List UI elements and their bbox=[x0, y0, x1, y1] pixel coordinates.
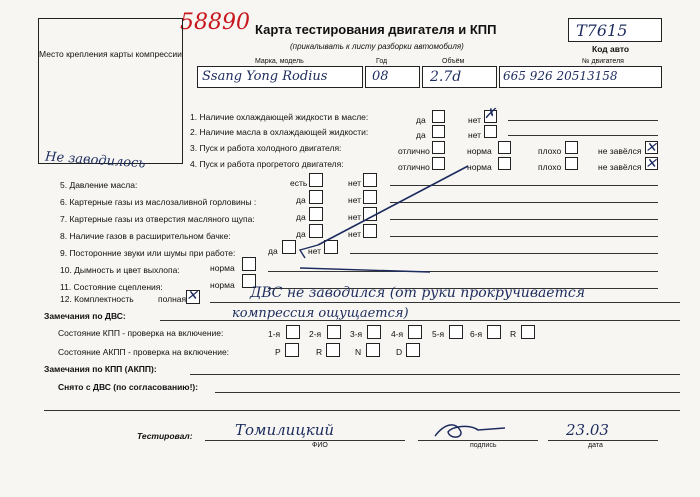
akpp-gear-p-label: P bbox=[275, 347, 281, 357]
akpp-label: Состояние АКПП - проверка на включение: bbox=[58, 347, 230, 357]
kpp-gear-3-box[interactable] bbox=[367, 325, 381, 339]
kpp-gear-6-box[interactable] bbox=[487, 325, 501, 339]
kpp-gear-r-label: R bbox=[510, 329, 517, 339]
item-7-yes-label: да bbox=[296, 212, 306, 222]
akpp-gear-r-label: R bbox=[316, 347, 323, 357]
akpp-gear-n-box[interactable] bbox=[366, 343, 380, 357]
date-line bbox=[548, 440, 658, 441]
code-value: T7615 bbox=[576, 21, 628, 40]
col-engine: № двигателя bbox=[582, 58, 624, 65]
item-1-checkmark-icon: ✗ bbox=[484, 105, 496, 121]
item-7-no-label: нет bbox=[348, 212, 362, 222]
model-value: Ssang Yong Rodius bbox=[202, 69, 328, 84]
kpp-remarks-label: Замечания по КПП (АКПП): bbox=[44, 364, 157, 374]
akpp-gear-d-label: D bbox=[396, 347, 403, 357]
tested-label: Тестировал: bbox=[137, 431, 193, 441]
kpp-gear-6-label: 6-я bbox=[470, 329, 483, 339]
fio-label: ФИО bbox=[312, 442, 328, 449]
fio-line bbox=[205, 440, 405, 441]
item-6-label: 6. Картерные газы из маслозаливной горловины : bbox=[60, 197, 257, 207]
item-3-notstarted-label: не завёлся bbox=[598, 146, 642, 156]
kpp-remarks-line bbox=[190, 374, 680, 375]
item-2-label: 2. Наличие масла в охлаждающей жидкости: bbox=[190, 127, 369, 137]
kpp-gear-1-box[interactable] bbox=[286, 325, 300, 339]
akpp-gear-d-box[interactable] bbox=[406, 343, 420, 357]
item-5-present-label: есть bbox=[290, 178, 308, 188]
kpp-gear-4-box[interactable] bbox=[408, 325, 422, 339]
item-4-label: 4. Пуск и работа прогретого двигателя: bbox=[190, 159, 344, 169]
kpp-gear-3-label: 3-я bbox=[350, 329, 363, 339]
item-8-label: 8. Наличие газов в расширительном бачке: bbox=[60, 231, 231, 241]
kpp-label: Состояние КПП - проверка на включение: bbox=[58, 328, 224, 338]
item-12-label: 12. Комплектность bbox=[60, 294, 134, 304]
mount-label: Место крепления карты компрессии bbox=[39, 49, 182, 59]
signature-label: подпись bbox=[470, 442, 497, 449]
item-3-label: 3. Пуск и работа холодного двигателя: bbox=[190, 143, 342, 153]
item-4-bad-label: плохо bbox=[538, 162, 562, 172]
item-12-line bbox=[210, 302, 680, 303]
item-12-full-label: полная bbox=[158, 294, 187, 304]
item-12-checkmark-icon: ✕ bbox=[186, 287, 198, 303]
col-year: Год bbox=[376, 58, 388, 65]
item-4-excellent-label: отлично bbox=[398, 162, 430, 172]
kpp-gear-5-box[interactable] bbox=[449, 325, 463, 339]
item-11-norm-label: норма bbox=[210, 280, 235, 290]
date-label: дата bbox=[588, 442, 603, 449]
item-5-label: 5. Давление масла: bbox=[60, 180, 138, 190]
kpp-gear-1-label: 1-я bbox=[268, 329, 281, 339]
item-7-label: 7. Картерные газы из отверстия масляного щупа: bbox=[60, 214, 255, 224]
date-value: 23.03 bbox=[566, 421, 609, 439]
kpp-gear-r-box[interactable] bbox=[521, 325, 535, 339]
kpp-gear-4-label: 4-я bbox=[391, 329, 404, 339]
item-2-no-label: нет bbox=[468, 130, 482, 140]
complete-note-2: компрессия ощущается) bbox=[232, 306, 409, 321]
item-5-no-label: нет bbox=[348, 178, 362, 188]
item-6-yes-label: да bbox=[296, 195, 306, 205]
item-3-excellent-label: отлично bbox=[398, 146, 430, 156]
akpp-gear-r-box[interactable] bbox=[326, 343, 340, 357]
item-9-yes-label: да bbox=[268, 246, 278, 256]
item-3-checkmark-icon: ✕ bbox=[645, 139, 657, 155]
item-4-normal-label: норма bbox=[467, 162, 492, 172]
item-4-checkmark-icon: ✕ bbox=[645, 155, 657, 171]
engine-remarks-label: Замечания по ДВС: bbox=[44, 311, 126, 321]
item-10-norm-label: норма bbox=[210, 263, 235, 273]
signature-line bbox=[418, 440, 538, 441]
item-10-label: 10. Дымность и цвет выхлопа: bbox=[60, 265, 180, 275]
year-value: 08 bbox=[372, 69, 389, 84]
card-number: 58890 bbox=[180, 10, 250, 35]
kpp-gear-2-box[interactable] bbox=[327, 325, 341, 339]
code-label: Код авто bbox=[592, 44, 630, 54]
tester-name: Томилицкий bbox=[235, 421, 335, 439]
akpp-gear-n-label: N bbox=[355, 347, 362, 357]
signature-icon bbox=[430, 418, 510, 442]
removed-label: Снято с ДВС (по согласованию!): bbox=[58, 382, 199, 392]
akpp-gear-p-box[interactable] bbox=[285, 343, 299, 357]
engine-value: 665 926 20513158 bbox=[503, 69, 618, 83]
card-title: Карта тестирования двигателя и КПП bbox=[255, 22, 497, 37]
engine-remarks-line bbox=[160, 320, 680, 321]
kpp-gear-5-label: 5-я bbox=[432, 329, 445, 339]
item-8-yes-label: да bbox=[296, 229, 306, 239]
item-1-no-label: нет bbox=[468, 115, 482, 125]
kpp-gear-2-label: 2-я bbox=[309, 329, 322, 339]
blank-line bbox=[44, 410, 680, 411]
item-8-no-label: нет bbox=[348, 229, 362, 239]
item-4-notstarted-label: не завёлся bbox=[598, 162, 642, 172]
removed-line bbox=[215, 392, 680, 393]
item-6-no-label: нет bbox=[348, 195, 362, 205]
item-9-label: 9. Посторонние звуки или шумы при работе: bbox=[60, 248, 236, 258]
col-volume: Объём bbox=[442, 58, 465, 65]
card-subtitle: (прикалывать к листу разборки автомобиля) bbox=[290, 42, 464, 51]
item-11-label: 11. Состояние сцепления: bbox=[60, 282, 163, 292]
complete-note-1: ДВС не заводился (от руки прокручивается bbox=[250, 285, 585, 301]
item-2-yes-label: да bbox=[416, 130, 426, 140]
item-3-normal-label: норма bbox=[467, 146, 492, 156]
side-note: Не заводилось bbox=[44, 149, 146, 172]
item-3-bad-label: плохо bbox=[538, 146, 562, 156]
col-model: Марка, модель bbox=[255, 58, 304, 65]
item-1-label: 1. Наличие охлаждающей жидкости в масле: bbox=[190, 112, 369, 122]
item-1-yes-label: да bbox=[416, 115, 426, 125]
volume-value: 2.7d bbox=[430, 69, 462, 85]
item-9-no-label: нет bbox=[308, 246, 322, 256]
